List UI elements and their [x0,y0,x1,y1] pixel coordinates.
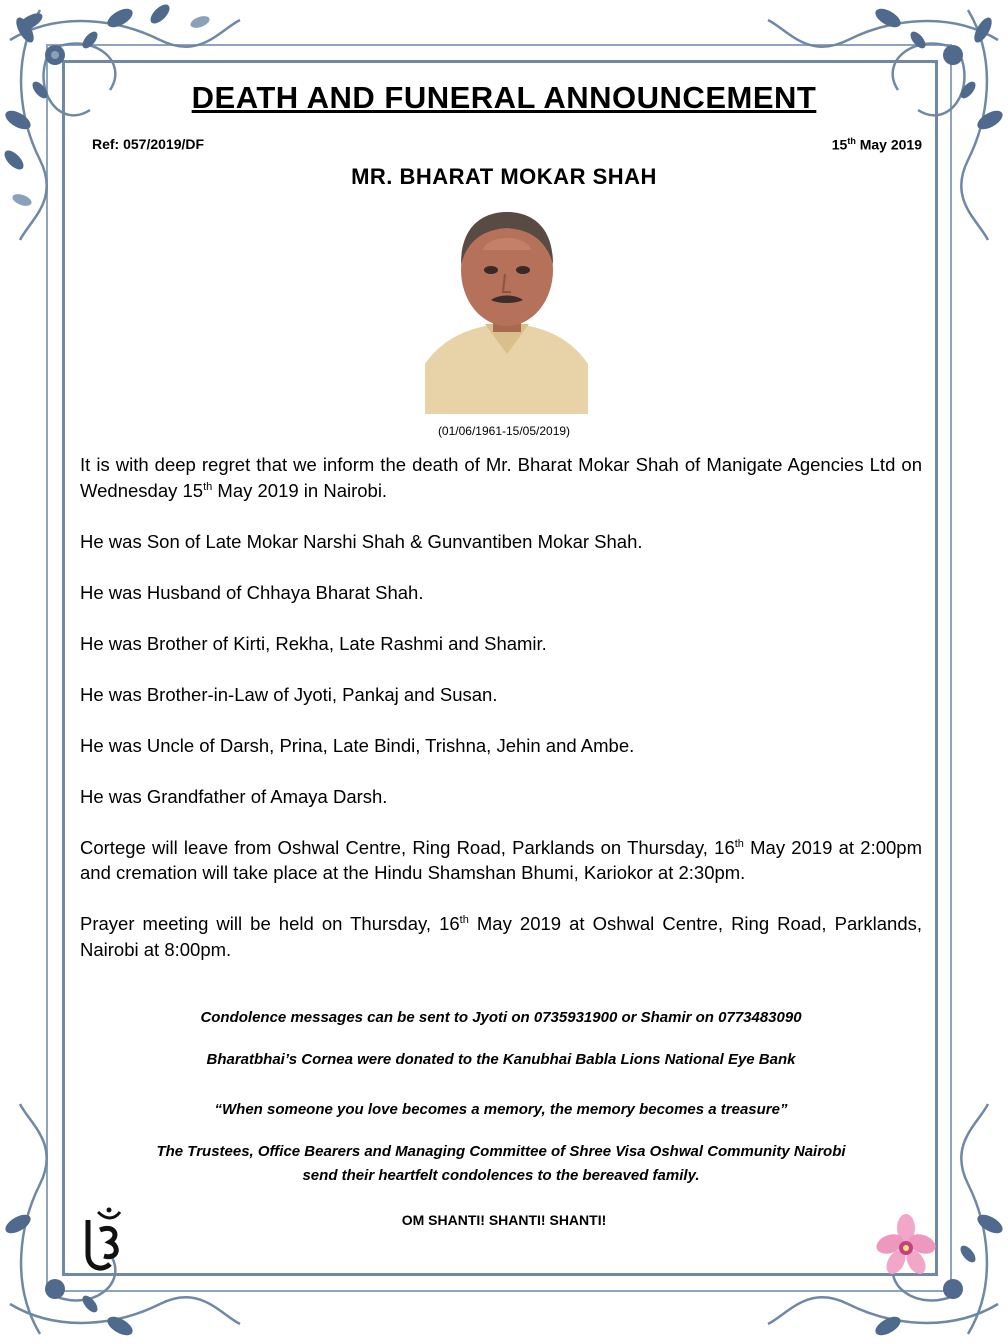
portrait-photo [425,204,588,414]
floral-corner-ornament-icon [758,0,1008,250]
memorial-quote: “When someone you love becomes a memory, the memory becomes a treasure” [214,1101,788,1118]
paragraph-cortege: Cortege will leave from Oshwal Centre, Ring Road, Parklands on Thursday, 16th May 2019 at 2:00pm and cremation will take place at the Hindu Shamshan Bhumi, Kariokor at 2:30pm. [80,836,922,883]
paragraph-siblings: He was Brother of Kirti, Rekha, Late Rashmi and Shamir. [80,632,547,654]
floral-corner-ornament-icon [0,0,250,250]
paragraph-prayer-meeting: Prayer meeting will be held on Thursday, 16th May 2019 at Oshwal Centre, Ring Road, Parklands, Nairobi at 8:00pm. [80,913,923,960]
paragraph-parents: He was Son of Late Mokar Narshi Shah & Gunvantiben Mokar Shah. [80,530,643,552]
announcement-date: 15th May 2019 [831,136,922,153]
pink-orchid-icon [876,1214,936,1278]
announcement-body [80,452,922,988]
om-shanti: OM SHANTI! SHANTI! SHANTI! [401,1212,607,1228]
paragraph-spouse: He was Husband of Chhaya Bharat Shah. [80,581,424,603]
paragraph-nieces-nephews: He was Uncle of Darsh, Prina, Late Bindi, Trishna, Jehin and Ambe. [80,734,635,756]
cornea-donation-note: Bharatbhai’s Cornea were donated to the Kanubhai Babla Lions National Eye Bank [206,1051,796,1068]
paragraph-in-laws: He was Brother-in-Law of Jyoti, Pankaj and Susan. [80,683,498,705]
paragraph-grandchildren: He was Grandfather of Amaya Darsh. [80,785,388,807]
page-title: DEATH AND FUNERAL ANNOUNCEMENT [191,80,817,115]
deceased-name: MR. BHARAT MOKAR SHAH [351,164,657,189]
paragraph-death-notice: It is with deep regret that we inform the death of Mr. Bharat Mokar Shah of Manigate Agencies Ltd on Wednesday 15th May 2019 in Nairobi. [80,454,922,501]
trustees-condolence-line-1: The Trustees, Office Bearers and Managing Committee of Shree Visa Oshwal Community Nairobi [156,1143,846,1160]
reference-number: Ref: 057/2019/DF [92,136,205,152]
condolence-contact: Condolence messages can be sent to Jyoti on 0735931900 or Shamir on 0773483090 [200,1009,802,1026]
life-dates: (01/06/1961-15/05/2019) [437,424,571,438]
trustees-condolence-line-2: send their heartfelt condolences to the bereaved family. [302,1167,700,1184]
jain-symbol-icon [80,1206,128,1278]
